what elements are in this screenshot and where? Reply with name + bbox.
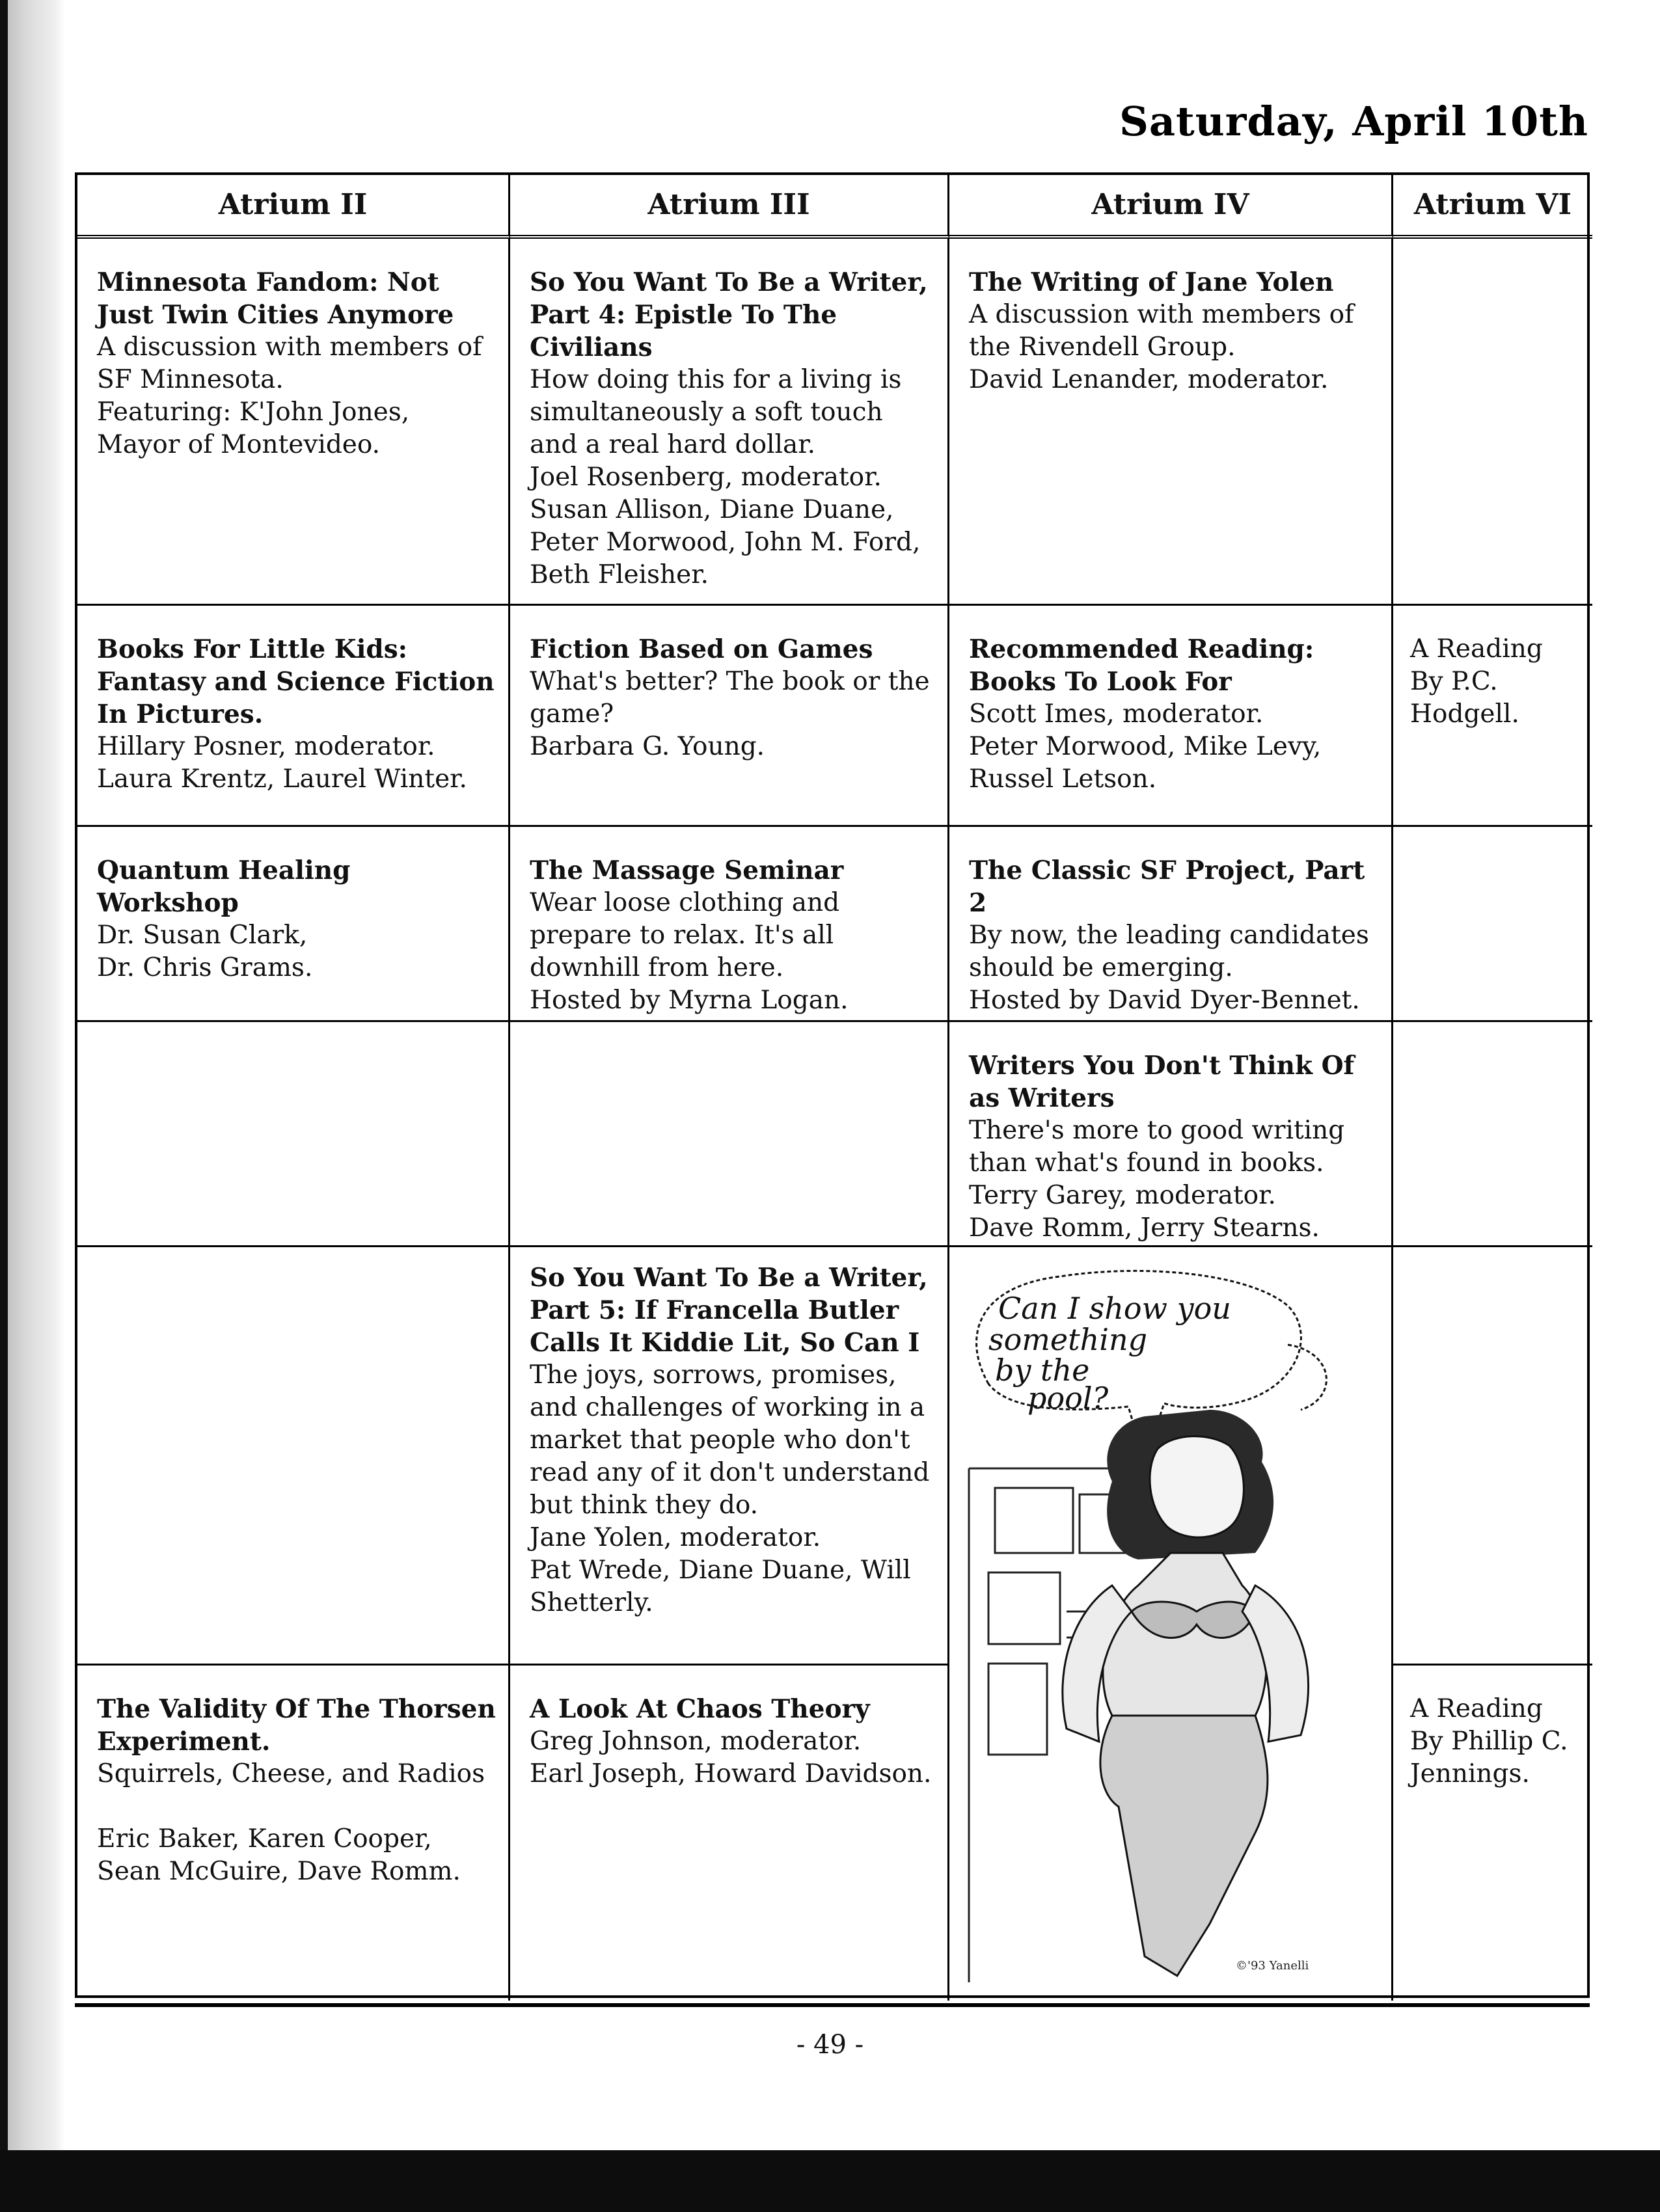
empty-cell <box>1393 1022 1592 1247</box>
schedule-table <box>75 172 1590 1998</box>
session-description: How doing this for a living is simultaneously a soft touch and a real hard dollar. <box>530 365 902 459</box>
session-people: Dr. Chris Grams. <box>97 953 313 982</box>
session-moderator: Jane Yolen, moderator. <box>530 1523 821 1552</box>
session-title: The Massage Seminar <box>530 856 844 885</box>
scan-bottom-edge <box>0 2150 1660 2212</box>
session-host: Hosted by Myrna Logan. <box>530 986 849 1015</box>
page-number: - 49 - <box>796 2030 864 2060</box>
session-host: Hosted by David Dyer-Bennet. <box>969 986 1360 1015</box>
session-title: The Classic SF Project, Part 2 <box>969 856 1365 918</box>
session-people: Peter Morwood, Mike Levy, Russel Letson. <box>969 732 1322 794</box>
column-header-atrium-vi: Atrium VI <box>1393 175 1592 239</box>
session-title: A Look At Chaos Theory <box>530 1694 870 1724</box>
session-cell <box>510 1247 949 1666</box>
empty-cell <box>77 1022 510 1247</box>
session-cell <box>510 239 949 606</box>
session-title: So You Want To Be a Writer, Part 4: Epistle To The Civilians <box>530 267 928 362</box>
bubble-line: pool? <box>1027 1381 1109 1416</box>
session-moderator: David Lenander, moderator. <box>969 365 1329 394</box>
session-description: Wear loose clothing and prepare to relax. It's all downhill from here. <box>530 888 840 982</box>
session-cell <box>1393 1666 1592 2001</box>
spacer <box>97 1790 498 1823</box>
page-title: Saturday, April 10th <box>1119 98 1588 145</box>
session-cell <box>949 239 1393 606</box>
session-title: Quantum Healing Workshop <box>97 856 351 918</box>
session-title: The Writing of Jane Yolen <box>969 267 1334 297</box>
session-title: Minnesota Fandom: Not Just Twin Cities Anymore <box>97 267 454 330</box>
session-people: Earl Joseph, Howard Davidson. <box>530 1759 932 1788</box>
session-title: Fiction Based on Games <box>530 634 873 664</box>
bubble-line: something <box>988 1322 1148 1357</box>
empty-cell <box>77 1247 510 1666</box>
empty-cell <box>1393 239 1592 606</box>
column-header-atrium-iv: Atrium IV <box>949 175 1393 239</box>
session-moderator: Terry Garey, moderator. <box>969 1181 1276 1210</box>
reading-text: A Reading By Phillip C. Jennings. <box>1410 1694 1568 1788</box>
session-cell <box>949 606 1393 827</box>
session-moderator: Joel Rosenberg, moderator. <box>530 463 882 492</box>
session-cell <box>510 1666 949 2001</box>
empty-cell <box>1393 827 1592 1022</box>
bubble-line: Can I show you <box>998 1291 1231 1326</box>
session-people: Dr. Susan Clark, <box>97 921 308 950</box>
empty-cell <box>510 1022 949 1247</box>
session-title: Writers You Don't Think Of as Writers <box>969 1051 1355 1113</box>
pool-illustration <box>949 1247 1393 2001</box>
session-cell <box>77 606 510 827</box>
column-header-atrium-ii: Atrium II <box>77 175 510 239</box>
page-edge-shadow <box>0 0 65 2212</box>
session-cell <box>77 827 510 1022</box>
session-title: So You Want To Be a Writer, Part 5: If Francella Butler Calls It Kiddie Lit, So Can I <box>530 1263 928 1358</box>
session-people: Susan Allison, Diane Duane, Peter Morwood, John M. Ford, Beth Fleisher. <box>530 495 921 589</box>
session-people: Dave Romm, Jerry Stearns. <box>969 1213 1320 1243</box>
session-cell <box>77 239 510 606</box>
session-people: Eric Baker, Karen Cooper, Sean McGuire, Dave Romm. <box>97 1824 461 1886</box>
session-cell <box>949 1022 1393 1247</box>
session-moderator: Hillary Posner, moderator. <box>97 732 435 761</box>
session-moderator: Scott Imes, moderator. <box>969 699 1264 729</box>
session-title: The Validity Of The Thorsen Experiment. <box>97 1694 496 1757</box>
session-people: Barbara G. Young. <box>530 732 765 761</box>
session-people: Featuring: K'John Jones, Mayor of Montevideo. <box>97 398 410 459</box>
session-moderator: Greg Johnson, moderator. <box>530 1727 862 1756</box>
session-description: There's more to good writing than what's found in books. <box>969 1116 1345 1178</box>
session-description: A discussion with members of SF Minnesota. <box>97 332 482 394</box>
session-description: By now, the leading candidates should be emerging. <box>969 921 1369 982</box>
session-cell <box>510 606 949 827</box>
session-description: Squirrels, Cheese, and Radios <box>97 1759 485 1788</box>
session-cell <box>510 827 949 1022</box>
session-cell <box>77 1666 510 2001</box>
session-description: A discussion with members of the Rivendell Group. <box>969 300 1354 362</box>
artist-signature: ©'93 Yanelli <box>1236 1959 1309 1973</box>
session-description: The joys, sorrows, promises, and challenges of working in a market that people who don't read any of it don't understand but think they do. <box>530 1360 930 1520</box>
bubble-line: by the <box>995 1353 1090 1388</box>
empty-cell <box>1393 1247 1592 1666</box>
session-cell <box>949 827 1393 1022</box>
reading-text: A Reading By P.C. Hodgell. <box>1410 634 1543 729</box>
session-title: Recommended Reading: Books To Look For <box>969 634 1314 697</box>
column-header-atrium-iii: Atrium III <box>510 175 949 239</box>
session-people: Laura Krentz, Laurel Winter. <box>97 764 467 794</box>
session-people: Pat Wrede, Diane Duane, Will Shetterly. <box>530 1556 911 1617</box>
session-description: What's better? The book or the game? <box>530 667 930 729</box>
session-title: Books For Little Kids: Fantasy and Science Fiction In Pictures. <box>97 634 495 729</box>
session-cell <box>1393 606 1592 827</box>
illustration-drawing <box>949 1247 1393 2001</box>
